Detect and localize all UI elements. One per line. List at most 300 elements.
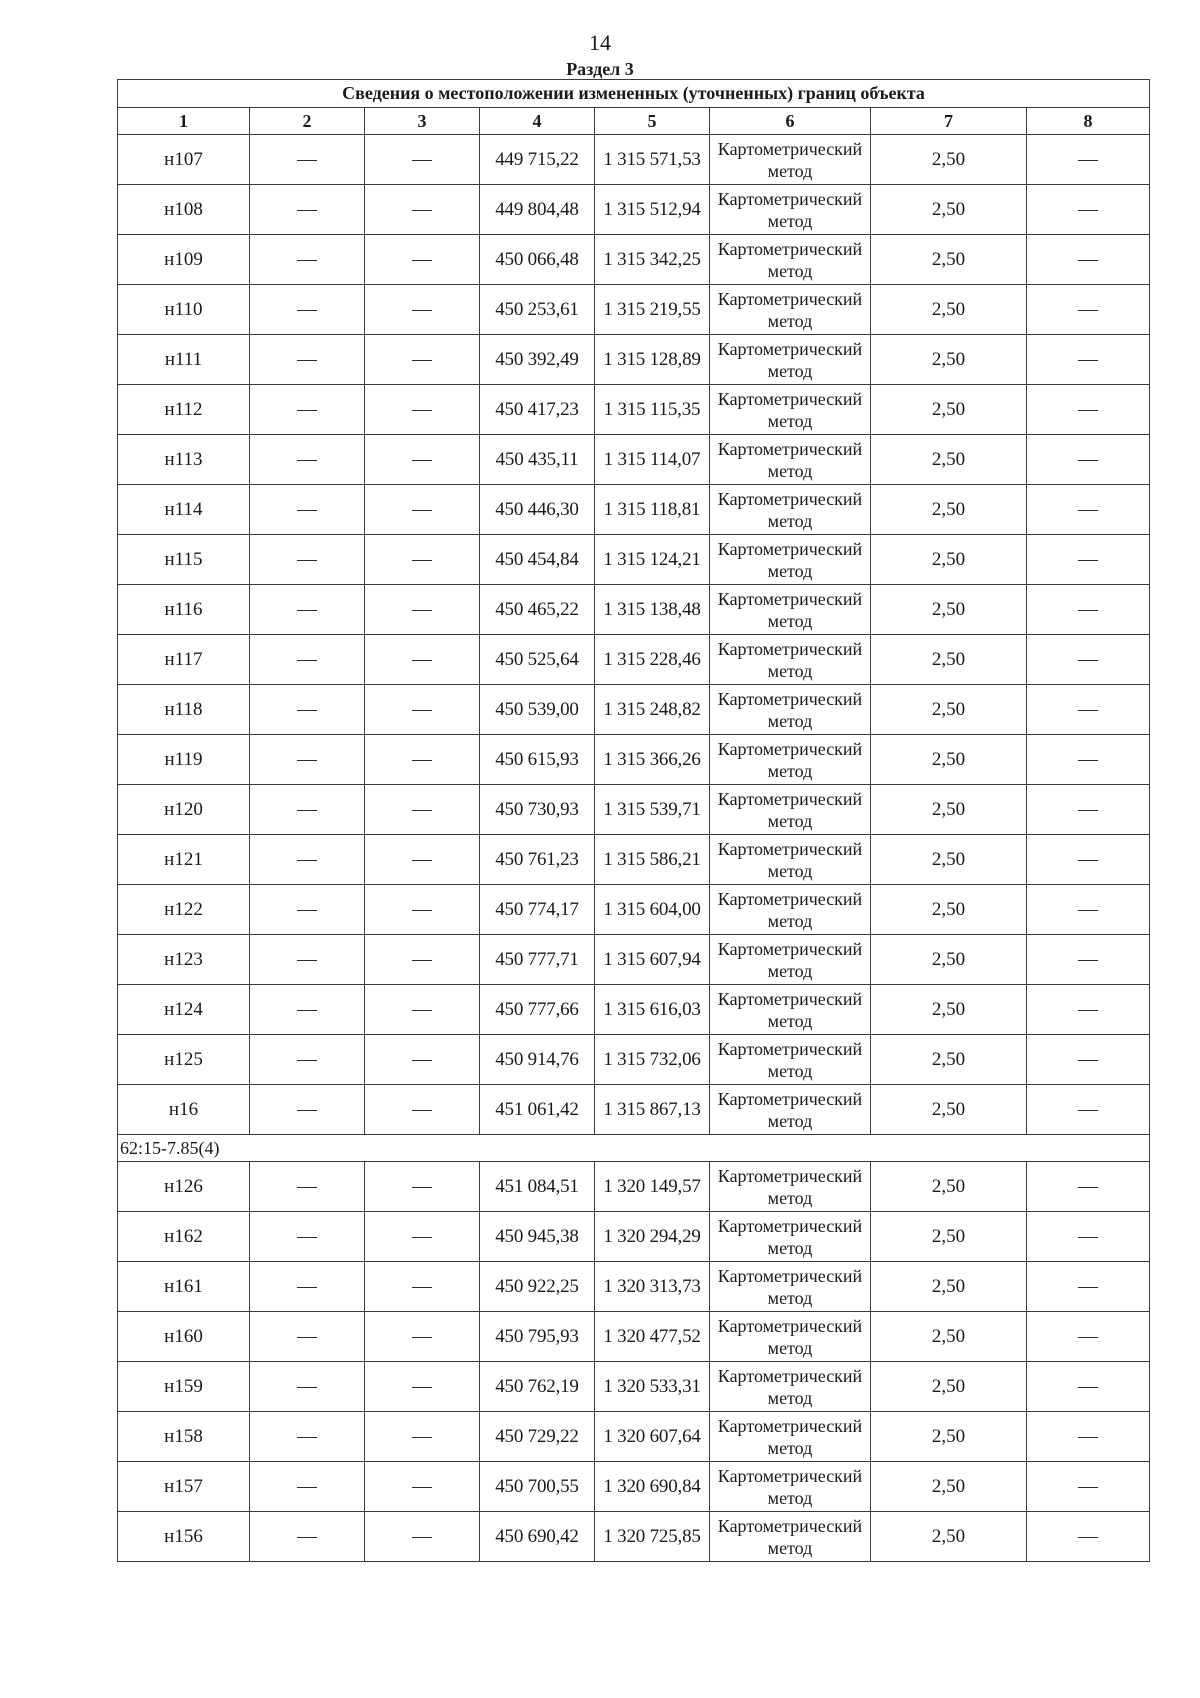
table-row	[118, 735, 1150, 785]
accuracy-cell: 2,50	[871, 935, 1027, 985]
method-cell: Картометрический метод	[710, 1162, 871, 1212]
table-row	[118, 1412, 1150, 1462]
point-id-cell: н16	[118, 1085, 250, 1135]
col3-cell	[365, 1262, 480, 1312]
column-number: 1	[118, 108, 250, 135]
y-coordinate-cell: 1 315 867,13	[595, 1085, 710, 1135]
col2-cell	[250, 1162, 365, 1212]
y-coordinate-cell: 1 315 118,81	[595, 485, 710, 535]
table-row	[118, 135, 1150, 185]
col8-cell	[1027, 1362, 1150, 1412]
y-coordinate-cell: 1 320 607,64	[595, 1412, 710, 1462]
col8-cell	[1027, 1412, 1150, 1462]
col3-cell	[365, 735, 480, 785]
col2-cell	[250, 885, 365, 935]
x-coordinate-cell: 450 525,64	[480, 635, 595, 685]
method-cell: Картометрический метод	[710, 935, 871, 985]
table-row	[118, 485, 1150, 535]
col2-cell	[250, 135, 365, 185]
col8-cell	[1027, 585, 1150, 635]
point-id-cell: н158	[118, 1412, 250, 1462]
point-id-cell: н116	[118, 585, 250, 635]
col2-cell	[250, 935, 365, 985]
point-id-cell: н120	[118, 785, 250, 835]
table-row	[118, 1162, 1150, 1212]
table-row	[118, 1035, 1150, 1085]
empty-dash	[1078, 1110, 1098, 1111]
empty-dash	[297, 610, 317, 611]
y-coordinate-cell: 1 315 732,06	[595, 1035, 710, 1085]
accuracy-cell: 2,50	[871, 1512, 1027, 1562]
col2-cell	[250, 635, 365, 685]
method-cell: Картометрический метод	[710, 1085, 871, 1135]
empty-dash	[1078, 510, 1098, 511]
empty-dash	[412, 460, 432, 461]
point-id-cell: н113	[118, 435, 250, 485]
col8-cell	[1027, 535, 1150, 585]
table-row	[118, 785, 1150, 835]
x-coordinate-cell: 450 761,23	[480, 835, 595, 885]
point-id-cell: н124	[118, 985, 250, 1035]
y-coordinate-cell: 1 315 607,94	[595, 935, 710, 985]
accuracy-cell: 2,50	[871, 1462, 1027, 1512]
table-row	[118, 1212, 1150, 1262]
col3-cell	[365, 185, 480, 235]
col3-cell	[365, 1035, 480, 1085]
col8-cell	[1027, 635, 1150, 685]
accuracy-cell: 2,50	[871, 1212, 1027, 1262]
method-cell: Картометрический метод	[710, 685, 871, 735]
empty-dash	[412, 1237, 432, 1238]
accuracy-cell: 2,50	[871, 1312, 1027, 1362]
accuracy-cell: 2,50	[871, 685, 1027, 735]
accuracy-cell: 2,50	[871, 785, 1027, 835]
col3-cell	[365, 1212, 480, 1262]
table-row	[118, 1312, 1150, 1362]
method-cell: Картометрический метод	[710, 1412, 871, 1462]
accuracy-cell: 2,50	[871, 535, 1027, 585]
empty-dash	[1078, 560, 1098, 561]
empty-dash	[412, 310, 432, 311]
table-caption: Сведения о местоположении измененных (уточненных) границ объекта	[118, 80, 1150, 108]
col3-cell	[365, 435, 480, 485]
col3-cell	[365, 1462, 480, 1512]
y-coordinate-cell: 1 315 604,00	[595, 885, 710, 935]
col8-cell	[1027, 1262, 1150, 1312]
table-row	[118, 835, 1150, 885]
col2-cell	[250, 1035, 365, 1085]
table-row	[118, 585, 1150, 635]
accuracy-cell: 2,50	[871, 835, 1027, 885]
x-coordinate-cell: 450 417,23	[480, 385, 595, 435]
col8-cell	[1027, 335, 1150, 385]
point-id-cell: н107	[118, 135, 250, 185]
x-coordinate-cell: 450 922,25	[480, 1262, 595, 1312]
accuracy-cell: 2,50	[871, 1412, 1027, 1462]
column-number: 2	[250, 108, 365, 135]
y-coordinate-cell: 1 315 124,21	[595, 535, 710, 585]
col8-cell	[1027, 1462, 1150, 1512]
point-id-cell: н119	[118, 735, 250, 785]
col8-cell	[1027, 1512, 1150, 1562]
col8-cell	[1027, 985, 1150, 1035]
x-coordinate-cell: 450 454,84	[480, 535, 595, 585]
empty-dash	[1078, 260, 1098, 261]
col8-cell	[1027, 1212, 1150, 1262]
empty-dash	[412, 860, 432, 861]
accuracy-cell: 2,50	[871, 1085, 1027, 1135]
x-coordinate-cell: 450 729,22	[480, 1412, 595, 1462]
col8-cell	[1027, 685, 1150, 735]
accuracy-cell: 2,50	[871, 385, 1027, 435]
point-id-cell: н162	[118, 1212, 250, 1262]
table-row	[118, 1512, 1150, 1562]
col3-cell	[365, 635, 480, 685]
col8-cell	[1027, 785, 1150, 835]
column-number-row	[118, 108, 1150, 135]
y-coordinate-cell: 1 315 616,03	[595, 985, 710, 1035]
empty-dash	[412, 760, 432, 761]
col3-cell	[365, 335, 480, 385]
col3-cell	[365, 1412, 480, 1462]
x-coordinate-cell: 449 715,22	[480, 135, 595, 185]
table-row	[118, 1085, 1150, 1135]
col3-cell	[365, 485, 480, 535]
empty-dash	[297, 1537, 317, 1538]
x-coordinate-cell: 450 945,38	[480, 1212, 595, 1262]
accuracy-cell: 2,50	[871, 485, 1027, 535]
col3-cell	[365, 1312, 480, 1362]
col8-cell	[1027, 1035, 1150, 1085]
col2-cell	[250, 735, 365, 785]
y-coordinate-cell: 1 315 115,35	[595, 385, 710, 435]
method-cell: Картометрический метод	[710, 1312, 871, 1362]
column-number: 8	[1027, 108, 1150, 135]
empty-dash	[412, 1110, 432, 1111]
col3-cell	[365, 1512, 480, 1562]
empty-dash	[297, 910, 317, 911]
method-cell: Картометрический метод	[710, 135, 871, 185]
col3-cell	[365, 985, 480, 1035]
col8-cell	[1027, 235, 1150, 285]
y-coordinate-cell: 1 315 219,55	[595, 285, 710, 335]
x-coordinate-cell: 450 392,49	[480, 335, 595, 385]
empty-dash	[1078, 410, 1098, 411]
x-coordinate-cell: 449 804,48	[480, 185, 595, 235]
x-coordinate-cell: 450 700,55	[480, 1462, 595, 1512]
empty-dash	[297, 710, 317, 711]
col8-cell	[1027, 1312, 1150, 1362]
method-cell: Картометрический метод	[710, 1035, 871, 1085]
col2-cell	[250, 1412, 365, 1462]
col2-cell	[250, 685, 365, 735]
method-cell: Картометрический метод	[710, 285, 871, 335]
empty-dash	[412, 210, 432, 211]
table-row	[118, 385, 1150, 435]
table-row	[118, 985, 1150, 1035]
accuracy-cell: 2,50	[871, 985, 1027, 1035]
empty-dash	[412, 410, 432, 411]
col3-cell	[365, 1162, 480, 1212]
empty-dash	[1078, 360, 1098, 361]
empty-dash	[297, 1387, 317, 1388]
y-coordinate-cell: 1 320 294,29	[595, 1212, 710, 1262]
empty-dash	[412, 1537, 432, 1538]
column-number: 6	[710, 108, 871, 135]
x-coordinate-cell: 450 539,00	[480, 685, 595, 735]
method-cell: Картометрический метод	[710, 835, 871, 885]
empty-dash	[1078, 1237, 1098, 1238]
y-coordinate-cell: 1 320 725,85	[595, 1512, 710, 1562]
y-coordinate-cell: 1 315 512,94	[595, 185, 710, 235]
empty-dash	[1078, 1187, 1098, 1188]
table-row	[118, 235, 1150, 285]
method-cell: Картометрический метод	[710, 485, 871, 535]
empty-dash	[412, 610, 432, 611]
point-id-cell: н159	[118, 1362, 250, 1412]
empty-dash	[412, 910, 432, 911]
empty-dash	[1078, 460, 1098, 461]
empty-dash	[1078, 160, 1098, 161]
empty-dash	[1078, 860, 1098, 861]
table-row	[118, 185, 1150, 235]
x-coordinate-cell: 450 435,11	[480, 435, 595, 485]
method-cell: Картометрический метод	[710, 1462, 871, 1512]
accuracy-cell: 2,50	[871, 885, 1027, 935]
col3-cell	[365, 685, 480, 735]
x-coordinate-cell: 450 446,30	[480, 485, 595, 535]
empty-dash	[1078, 1010, 1098, 1011]
x-coordinate-cell: 450 253,61	[480, 285, 595, 335]
y-coordinate-cell: 1 315 114,07	[595, 435, 710, 485]
accuracy-cell: 2,50	[871, 735, 1027, 785]
empty-dash	[1078, 710, 1098, 711]
empty-dash	[1078, 1437, 1098, 1438]
empty-dash	[412, 260, 432, 261]
col8-cell	[1027, 285, 1150, 335]
method-cell: Картометрический метод	[710, 535, 871, 585]
empty-dash	[1078, 610, 1098, 611]
empty-dash	[412, 1060, 432, 1061]
point-id-cell: н161	[118, 1262, 250, 1312]
empty-dash	[297, 410, 317, 411]
point-id-cell: н117	[118, 635, 250, 685]
empty-dash	[1078, 1537, 1098, 1538]
col8-cell	[1027, 735, 1150, 785]
empty-dash	[1078, 910, 1098, 911]
empty-dash	[1078, 1487, 1098, 1488]
empty-dash	[297, 1237, 317, 1238]
empty-dash	[412, 1337, 432, 1338]
empty-dash	[412, 1187, 432, 1188]
empty-dash	[297, 210, 317, 211]
empty-dash	[297, 960, 317, 961]
method-cell: Картометрический метод	[710, 185, 871, 235]
empty-dash	[412, 960, 432, 961]
y-coordinate-cell: 1 315 248,82	[595, 685, 710, 735]
group-row	[118, 1135, 1150, 1162]
method-cell: Картометрический метод	[710, 785, 871, 835]
point-id-cell: н109	[118, 235, 250, 285]
y-coordinate-cell: 1 315 586,21	[595, 835, 710, 885]
empty-dash	[297, 860, 317, 861]
point-id-cell: н122	[118, 885, 250, 935]
method-cell: Картометрический метод	[710, 385, 871, 435]
col3-cell	[365, 535, 480, 585]
y-coordinate-cell: 1 315 138,48	[595, 585, 710, 635]
empty-dash	[412, 810, 432, 811]
empty-dash	[1078, 1287, 1098, 1288]
method-cell: Картометрический метод	[710, 235, 871, 285]
x-coordinate-cell: 451 084,51	[480, 1162, 595, 1212]
method-cell: Картометрический метод	[710, 435, 871, 485]
point-id-cell: н126	[118, 1162, 250, 1212]
col8-cell	[1027, 435, 1150, 485]
col2-cell	[250, 1512, 365, 1562]
x-coordinate-cell: 450 465,22	[480, 585, 595, 635]
y-coordinate-cell: 1 315 571,53	[595, 135, 710, 185]
point-id-cell: н123	[118, 935, 250, 985]
accuracy-cell: 2,50	[871, 185, 1027, 235]
point-id-cell: н111	[118, 335, 250, 385]
col2-cell	[250, 785, 365, 835]
col2-cell	[250, 485, 365, 535]
method-cell: Картометрический метод	[710, 1512, 871, 1562]
point-id-cell: н110	[118, 285, 250, 335]
accuracy-cell: 2,50	[871, 235, 1027, 285]
col8-cell	[1027, 885, 1150, 935]
empty-dash	[412, 1010, 432, 1011]
empty-dash	[1078, 310, 1098, 311]
x-coordinate-cell: 450 777,66	[480, 985, 595, 1035]
accuracy-cell: 2,50	[871, 1035, 1027, 1085]
col2-cell	[250, 1462, 365, 1512]
col2-cell	[250, 385, 365, 435]
empty-dash	[1078, 1337, 1098, 1338]
col3-cell	[365, 385, 480, 435]
y-coordinate-cell: 1 320 690,84	[595, 1462, 710, 1512]
table-row	[118, 335, 1150, 385]
table-row	[118, 535, 1150, 585]
empty-dash	[412, 1437, 432, 1438]
col2-cell	[250, 335, 365, 385]
col3-cell	[365, 835, 480, 885]
col3-cell	[365, 1085, 480, 1135]
empty-dash	[1078, 960, 1098, 961]
method-cell: Картометрический метод	[710, 735, 871, 785]
point-id-cell: н156	[118, 1512, 250, 1562]
col3-cell	[365, 785, 480, 835]
y-coordinate-cell: 1 315 128,89	[595, 335, 710, 385]
x-coordinate-cell: 450 615,93	[480, 735, 595, 785]
accuracy-cell: 2,50	[871, 1162, 1027, 1212]
empty-dash	[297, 660, 317, 661]
x-coordinate-cell: 450 730,93	[480, 785, 595, 835]
col3-cell	[365, 285, 480, 335]
point-id-cell: н115	[118, 535, 250, 585]
accuracy-cell: 2,50	[871, 1362, 1027, 1412]
col8-cell	[1027, 1085, 1150, 1135]
method-cell: Картометрический метод	[710, 335, 871, 385]
point-id-cell: н121	[118, 835, 250, 885]
accuracy-cell: 2,50	[871, 135, 1027, 185]
x-coordinate-cell: 450 914,76	[480, 1035, 595, 1085]
column-number: 4	[480, 108, 595, 135]
table-caption-row	[118, 80, 1150, 108]
method-cell: Картометрический метод	[710, 1212, 871, 1262]
y-coordinate-cell: 1 320 149,57	[595, 1162, 710, 1212]
method-cell: Картометрический метод	[710, 585, 871, 635]
col2-cell	[250, 985, 365, 1035]
col8-cell	[1027, 135, 1150, 185]
empty-dash	[297, 460, 317, 461]
col2-cell	[250, 235, 365, 285]
y-coordinate-cell: 1 320 533,31	[595, 1362, 710, 1412]
x-coordinate-cell: 451 061,42	[480, 1085, 595, 1135]
table-row	[118, 885, 1150, 935]
table-row	[118, 435, 1150, 485]
empty-dash	[412, 710, 432, 711]
col3-cell	[365, 885, 480, 935]
col2-cell	[250, 535, 365, 585]
accuracy-cell: 2,50	[871, 285, 1027, 335]
point-id-cell: н157	[118, 1462, 250, 1512]
empty-dash	[1078, 1387, 1098, 1388]
point-id-cell: н125	[118, 1035, 250, 1085]
empty-dash	[297, 160, 317, 161]
x-coordinate-cell: 450 762,19	[480, 1362, 595, 1412]
empty-dash	[297, 1187, 317, 1188]
accuracy-cell: 2,50	[871, 1262, 1027, 1312]
empty-dash	[412, 1487, 432, 1488]
col8-cell	[1027, 935, 1150, 985]
col3-cell	[365, 935, 480, 985]
point-id-cell: н114	[118, 485, 250, 535]
y-coordinate-cell: 1 315 539,71	[595, 785, 710, 835]
empty-dash	[1078, 210, 1098, 211]
point-id-cell: н118	[118, 685, 250, 735]
empty-dash	[297, 760, 317, 761]
empty-dash	[1078, 760, 1098, 761]
col8-cell	[1027, 1162, 1150, 1212]
table-body	[118, 135, 1150, 1562]
section-title: Раздел 3	[566, 59, 634, 79]
table-row	[118, 1362, 1150, 1412]
coordinates-table	[117, 79, 1150, 1562]
empty-dash	[297, 1487, 317, 1488]
col2-cell	[250, 185, 365, 235]
empty-dash	[412, 560, 432, 561]
accuracy-cell: 2,50	[871, 435, 1027, 485]
x-coordinate-cell: 450 774,17	[480, 885, 595, 935]
method-cell: Картометрический метод	[710, 1362, 871, 1412]
page-number: 14	[589, 30, 611, 55]
col2-cell	[250, 585, 365, 635]
col2-cell	[250, 435, 365, 485]
empty-dash	[297, 1337, 317, 1338]
column-number: 7	[871, 108, 1027, 135]
col3-cell	[365, 585, 480, 635]
empty-dash	[1078, 660, 1098, 661]
empty-dash	[297, 1287, 317, 1288]
col3-cell	[365, 1362, 480, 1412]
method-cell: Картометрический метод	[710, 885, 871, 935]
table-row	[118, 935, 1150, 985]
empty-dash	[297, 1060, 317, 1061]
point-id-cell: н108	[118, 185, 250, 235]
empty-dash	[297, 360, 317, 361]
table-row	[118, 1262, 1150, 1312]
